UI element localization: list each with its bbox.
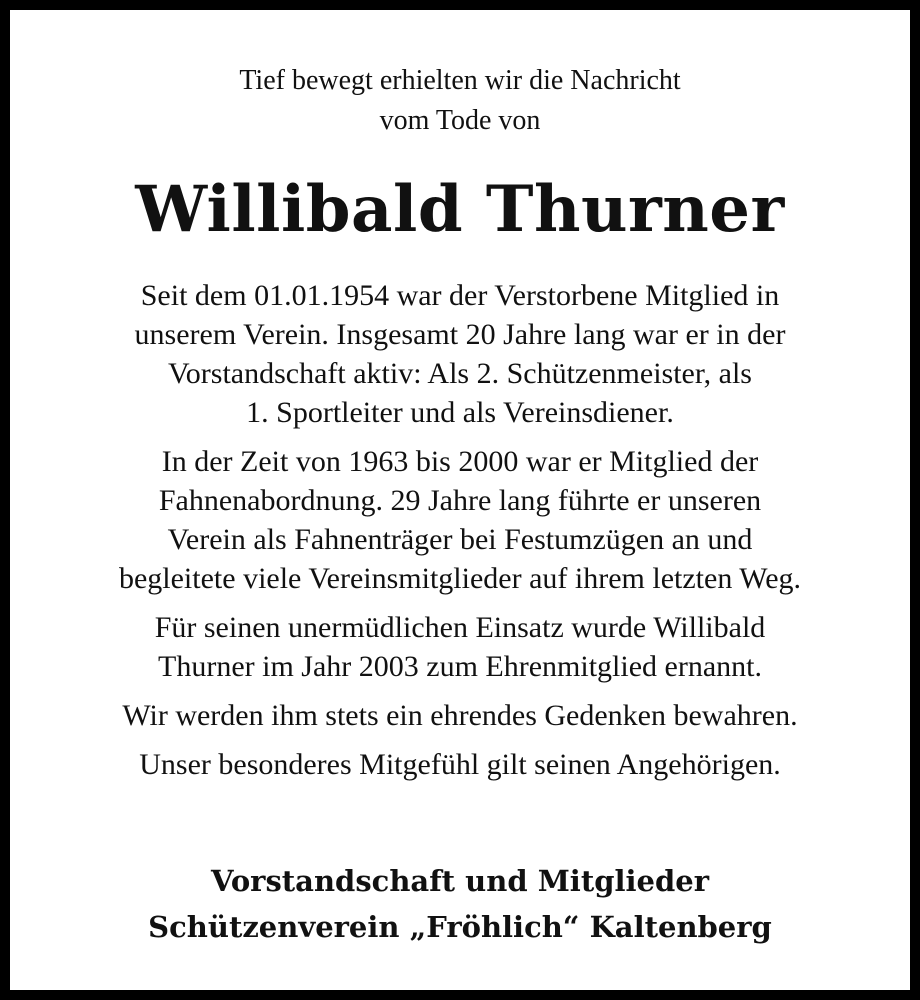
paragraph-condolence <box>10 745 910 784</box>
paragraph-membership <box>10 276 910 432</box>
text-line: Verein als Fahnenträger bei Festumzügen an und <box>167 523 753 556</box>
text-line: In der Zeit von 1963 bis 2000 war er Mitglied der <box>161 445 759 478</box>
text-line: Unser besonderes Mitgefühl gilt seinen Angehörigen. <box>139 748 781 781</box>
text-line: Wir werden ihm stets ein ehrendes Gedenken bewahren. <box>122 699 798 732</box>
paragraph-flag-delegation <box>10 442 910 598</box>
intro-line-2: vom Tode von <box>379 105 541 136</box>
text-line: 1. Sportleiter und als Vereinsdiener. <box>246 396 674 429</box>
text-line: unserem Verein. Insgesamt 20 Jahre lang war er in der <box>134 318 786 351</box>
deceased-name: Willibald Thurner <box>135 172 785 247</box>
paragraph-remembrance <box>10 696 910 735</box>
text-line: Fahnenabordnung. 29 Jahre lang führte er unseren <box>158 484 762 517</box>
paragraph-honorary-member <box>10 608 910 686</box>
signature-block <box>10 858 910 950</box>
text-line: Für seinen unermüdlichen Einsatz wurde Willibald <box>154 611 766 644</box>
signature-line-1: Vorstandschaft und Mitglieder <box>211 864 709 898</box>
text-line: begleitete viele Vereinsmitglieder auf ihrem letzten Weg. <box>118 562 802 595</box>
body-text <box>10 276 910 794</box>
intro-text <box>10 61 910 141</box>
text-line: Seit dem 01.01.1954 war der Verstorbene Mitglied in <box>140 279 780 312</box>
text-line: Vorstandschaft aktiv: Als 2. Schützenmeister, als <box>168 357 752 390</box>
intro-line-1: Tief bewegt erhielten wir die Nachricht <box>239 65 681 96</box>
signature-line-2: Schützenverein „Fröhlich“ Kaltenberg <box>148 910 772 944</box>
text-line: Thurner im Jahr 2003 zum Ehrenmitglied ernannt. <box>158 650 762 683</box>
